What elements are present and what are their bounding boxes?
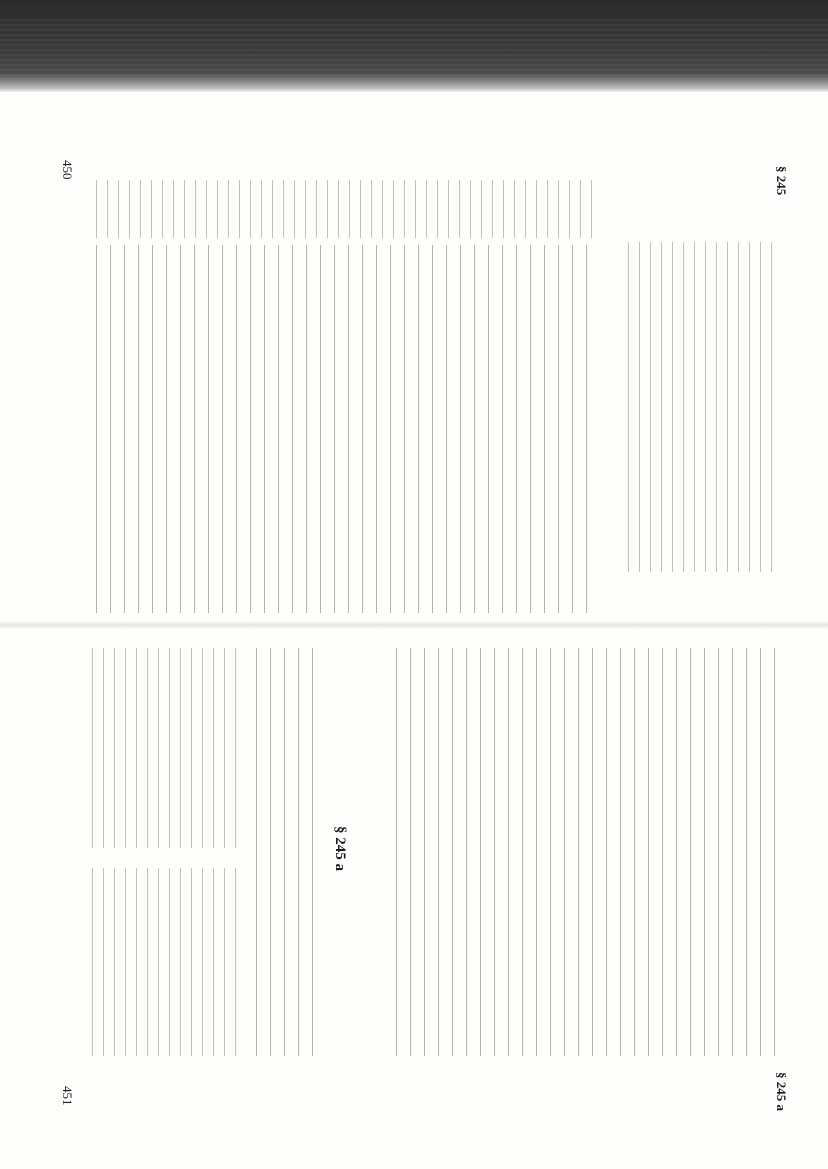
- right-references-right: [92, 868, 240, 1056]
- right-body-text: [396, 648, 788, 1056]
- left-body-text: [96, 245, 600, 613]
- left-running-head: § 245: [774, 166, 789, 196]
- left-page-number: 450: [60, 160, 75, 180]
- right-page-number: 451: [60, 1086, 75, 1106]
- section-title: § 245 a: [332, 826, 348, 871]
- left-annotation-block: [628, 242, 778, 572]
- book-gutter: [0, 621, 828, 629]
- right-running-head: § 245 a: [774, 1072, 789, 1111]
- right-references-left: [92, 648, 240, 848]
- scanner-edge: [0, 0, 828, 92]
- left-footnote-column: [96, 180, 600, 238]
- right-intro-text: [256, 648, 326, 1056]
